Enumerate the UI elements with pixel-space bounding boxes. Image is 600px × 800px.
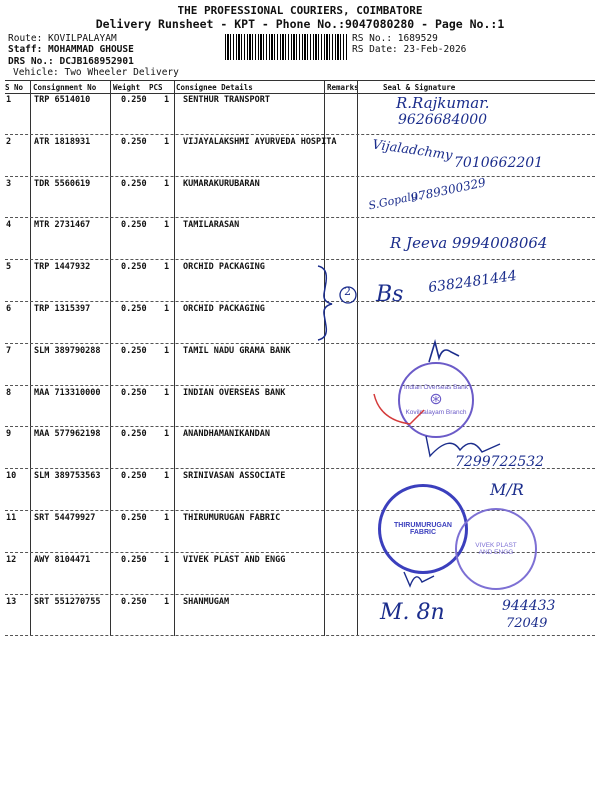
row-weight: 0.250 xyxy=(121,471,147,481)
signature-3a: S.Gopalu. xyxy=(367,188,423,213)
row-weight: 0.250 xyxy=(121,262,147,272)
row-weight: 0.250 xyxy=(121,95,147,105)
signature-2b: 7010662201 xyxy=(454,155,544,171)
signature-1b: 9626684000 xyxy=(398,112,488,128)
row-pcs: 1 xyxy=(164,262,170,272)
row-pcs: 1 xyxy=(164,555,170,565)
row-sno: 1 xyxy=(6,95,12,105)
row-consignment-no: MAA 577962198 xyxy=(34,429,101,439)
thirumurugan-stamp-text: THIRUMURUGAN FABRIC xyxy=(394,522,452,536)
iob-stamp-line2: Kovilpalayam Branch xyxy=(405,409,467,416)
row-sno: 7 xyxy=(6,346,12,356)
signature-13c: 72049 xyxy=(506,616,548,631)
row-weight: 0.250 xyxy=(121,597,147,607)
red-tick-mark xyxy=(370,390,430,430)
row-consignee: ORCHID PACKAGING xyxy=(183,262,265,272)
bank-logo-icon: ⊛ xyxy=(429,391,443,408)
row-consignment-no: SLM 389790288 xyxy=(34,346,101,356)
col-remarks: Remarks xyxy=(327,83,359,92)
row-pcs: 1 xyxy=(164,95,170,105)
col-sno: S No xyxy=(5,83,24,92)
row-sno: 11 xyxy=(6,513,17,523)
route-label: Route: KOVILPALAYAM xyxy=(8,33,117,44)
row-weight: 0.250 xyxy=(121,137,147,147)
rs-number: RS No.: 1689529 xyxy=(352,33,438,44)
row-consignee: TAMIL NADU GRAMA BANK xyxy=(183,346,291,356)
row-pcs: 1 xyxy=(164,137,170,147)
col-seal: Seal & Signature xyxy=(383,83,456,92)
row-pcs: 1 xyxy=(164,597,170,607)
vivek-stamp xyxy=(455,508,537,590)
row-divider xyxy=(5,176,595,177)
company-title: THE PROFESSIONAL COURIERS, COIMBATORE xyxy=(177,4,423,17)
row-consignment-no: TRP 1315397 xyxy=(34,304,91,314)
runsheet-title: Delivery Runsheet - KPT - Phone No.:9047080280 - Page No.:1 xyxy=(95,17,505,31)
row-divider xyxy=(5,301,595,302)
row-divider xyxy=(5,343,595,344)
col-consignee: Consignee Details xyxy=(176,83,253,92)
row-consignee: TAMILARASAN xyxy=(183,220,240,230)
row-consignment-no: MTR 2731467 xyxy=(34,220,91,230)
signature-2a: Vijaladchmy xyxy=(371,137,454,164)
row-consignee: THIRUMURUGAN FABRIC xyxy=(183,513,281,523)
signature-5-6a: Bs xyxy=(376,282,404,307)
col-weight: Weight xyxy=(113,83,141,92)
row-weight: 0.250 xyxy=(121,513,147,523)
row-divider xyxy=(5,594,595,595)
row-consignee: ANANDHAMANIKANDAN xyxy=(183,429,270,439)
barcode xyxy=(225,34,347,60)
row-consignment-no: SRT 551270755 xyxy=(34,597,101,607)
row-consignment-no: SLM 389753563 xyxy=(34,471,101,481)
col-consignment: Consignment No xyxy=(33,83,97,92)
row-pcs: 1 xyxy=(164,179,170,189)
row-divider xyxy=(5,134,595,135)
row-pcs: 1 xyxy=(164,388,170,398)
row-sno: 6 xyxy=(6,304,12,314)
signature-13a: M. 8n xyxy=(380,600,445,625)
signature-5-6b: 6382481444 xyxy=(427,267,518,297)
row-weight: 0.250 xyxy=(121,346,147,356)
row-weight: 0.250 xyxy=(121,304,147,314)
row-consignee: SHANMUGAM xyxy=(183,597,230,607)
row-sno: 10 xyxy=(6,471,17,481)
row-pcs: 1 xyxy=(164,471,170,481)
signature-13b: 944433 xyxy=(502,598,556,614)
brace-mark xyxy=(308,262,378,342)
staff-label: Staff: MOHAMMAD GHOUSE xyxy=(8,44,134,55)
row-consignee: ORCHID PACKAGING xyxy=(183,304,265,314)
signature-1a: R.Rajkumar. xyxy=(396,94,490,112)
row-weight: 0.250 xyxy=(121,388,147,398)
rs-date: RS Date: 23-Feb-2026 xyxy=(352,44,467,55)
signature-3b: 9789300329 xyxy=(409,175,487,205)
row-divider xyxy=(5,385,595,386)
row-sno: 9 xyxy=(6,429,12,439)
row-consignment-no: ATR 1818931 xyxy=(34,137,91,147)
row-consignment-no: AWY 8104471 xyxy=(34,555,91,565)
row-sno: 8 xyxy=(6,388,12,398)
row-weight: 0.250 xyxy=(121,429,147,439)
signature-10: M/R xyxy=(490,480,524,499)
row-weight: 0.250 xyxy=(121,555,147,565)
row-sno: 13 xyxy=(6,597,17,607)
thirumurugan-stamp xyxy=(378,484,468,574)
row-consignee: SENTHUR TRANSPORT xyxy=(183,95,270,105)
row-sno: 5 xyxy=(6,262,12,272)
row-pcs: 1 xyxy=(164,513,170,523)
signature-12-mark xyxy=(400,562,440,592)
row-consignment-no: SRT 54479927 xyxy=(34,513,96,523)
row-consignment-no: TRP 1447932 xyxy=(34,262,91,272)
row-consignee: KUMARAKURUBARAN xyxy=(183,179,260,189)
row-sno: 3 xyxy=(6,179,12,189)
signature-4: R Jeeva 9994008064 xyxy=(390,234,548,252)
row-consignee: SRINIVASAN ASSOCIATE xyxy=(183,471,286,481)
table-header-rule xyxy=(5,93,595,94)
row-divider xyxy=(5,635,595,636)
row-consignment-no: TDR 5560619 xyxy=(34,179,91,189)
row-pcs: 1 xyxy=(164,304,170,314)
vivek-stamp-text: VIVEK PLAST AND ENGG xyxy=(475,542,517,556)
row-consignee: VIJAYALAKSHMI AYURVEDA HOSPITA xyxy=(183,137,337,147)
row-sno: 12 xyxy=(6,555,17,565)
row-sno: 4 xyxy=(6,220,12,230)
vehicle-label: Vehicle: Two Wheeler Delivery xyxy=(13,67,179,78)
row-divider xyxy=(5,259,595,260)
circled-number: 2 xyxy=(344,285,351,298)
signature-9: 7299722532 xyxy=(455,454,545,470)
row-consignee: VIVEK PLAST AND ENGG xyxy=(183,555,286,565)
table-top-rule xyxy=(5,80,595,81)
row-weight: 0.250 xyxy=(121,179,147,189)
row-sno: 2 xyxy=(6,137,12,147)
row-divider xyxy=(5,426,595,427)
row-consignment-no: TRP 6514010 xyxy=(34,95,91,105)
col-pcs: PCS xyxy=(149,83,163,92)
row-pcs: 1 xyxy=(164,429,170,439)
drs-label: DRS No.: DCJB168952901 xyxy=(8,56,134,67)
row-consignment-no: MAA 713310000 xyxy=(34,388,101,398)
row-pcs: 1 xyxy=(164,346,170,356)
row-consignee: INDIAN OVERSEAS BANK xyxy=(183,388,286,398)
row-divider xyxy=(5,217,595,218)
row-weight: 0.250 xyxy=(121,220,147,230)
row-pcs: 1 xyxy=(164,220,170,230)
iob-stamp-line1: Indian Overseas Bank xyxy=(404,384,468,391)
